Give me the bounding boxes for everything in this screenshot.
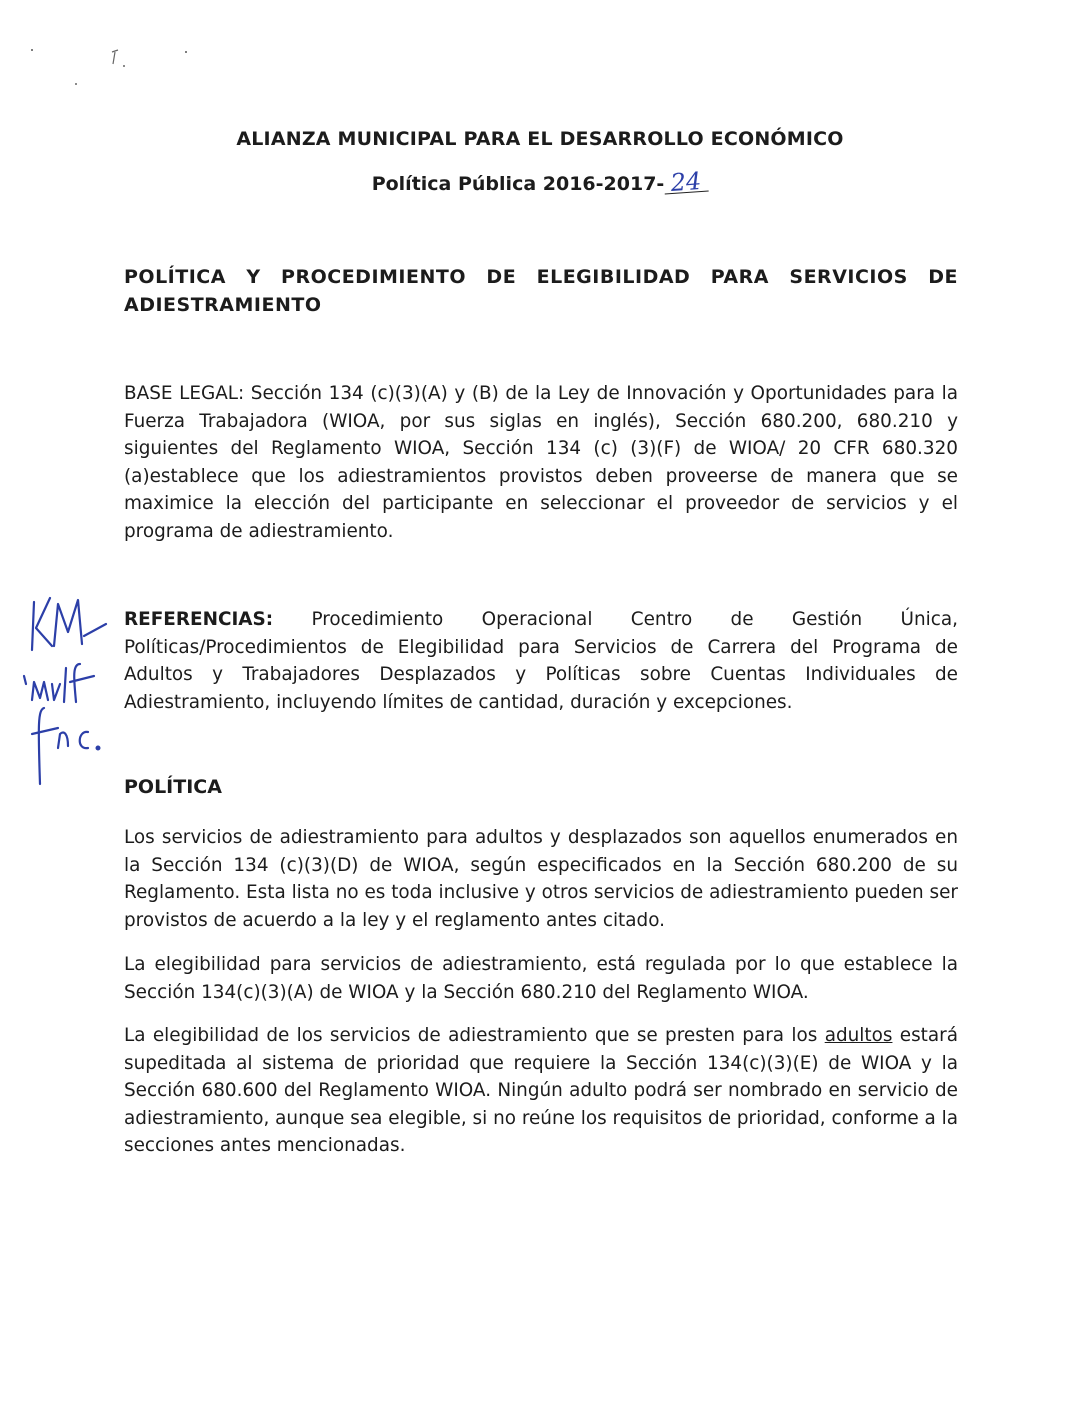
references-paragraph <box>124 606 958 716</box>
initials-scribble <box>18 584 118 804</box>
policy-paragraph-3-end: estará supeditada al sistema de prioridad que requiere la Sección 134(c)(3)(E) de WIOA y la Sección 680.600 del Reglamento WIOA. Ningún adulto podrá ser nombrado en servicio de adiestramiento, aunque sea elegible, si no reúne los requisitos de prioridad, conforme a la secciones antes mencionadas. <box>124 1025 959 1156</box>
references-label: REFERENCIAS: <box>124 609 274 630</box>
handwritten-margin-initials <box>18 584 118 804</box>
policy-prefix: Política Pública 2016-2017- <box>371 173 665 195</box>
policy-paragraph-3-start: La elegibilidad de los servicios de adiestramiento que se presten para los <box>124 1025 825 1046</box>
handwritten-policy-number: 24 <box>664 170 709 194</box>
references-text: Procedimiento Operacional Centro de Gestión Única, Políticas/Procedimientos de Elegibilidad para Servicios de Carrera del Programa de Adultos y Trabajadores Desplazados y Políticas sobre Cuentas Individuales de Adiestramiento, incluyendo límites de cantidad, duración y excepciones. <box>124 609 958 713</box>
policy-paragraph-2: La elegibilidad para servicios de adiestramiento, está regulada por lo que establece la Sección 134(c)(3)(A) de WIOA y la Sección 680.210 del Reglamento WIOA. <box>124 954 958 1003</box>
organization-title: ALIANZA MUNICIPAL PARA EL DESARROLLO ECONÓMICO <box>236 128 844 150</box>
underlined-adultos: adultos <box>824 1025 893 1046</box>
policy-paragraph-3 <box>124 1022 958 1160</box>
scan-specks <box>20 40 200 100</box>
policy-section-title: POLÍTICA <box>124 776 222 798</box>
document-heading: POLÍTICA Y PROCEDIMIENTO DE ELEGIBILIDAD PARA SERVICIOS DE ADIESTRAMIENTO <box>124 266 958 316</box>
policy-number-line <box>120 166 960 198</box>
policy-paragraph-1: Los servicios de adiestramiento para adultos y desplazados son aquellos enumerados en la Sección 134 (c)(3)(D) de WIOA, según especificados en la Sección 680.200 de su Reglamento. Esta lista no es toda inclusive y otros servicios de adiestramiento pueden ser provistos de acuerdo a la ley y el reglamento antes citado. <box>124 827 958 931</box>
legal-basis-paragraph: BASE LEGAL: Sección 134 (c)(3)(A) y (B) de la Ley de Innovación y Oportunidades para la Fuerza Trabajadora (WIOA, por sus siglas en inglés), Sección 680.200, 680.210 y siguientes del Reglamento WIOA, Sección 134 (c) (3)(F) de WIOA/ 20 CFR 680.320 (a)establece que los adiestramientos provistos deben proveerse de manera que se maximice la elección del participante en seleccionar el proveedor de servicios y el programa de adiestramiento. <box>124 383 958 542</box>
